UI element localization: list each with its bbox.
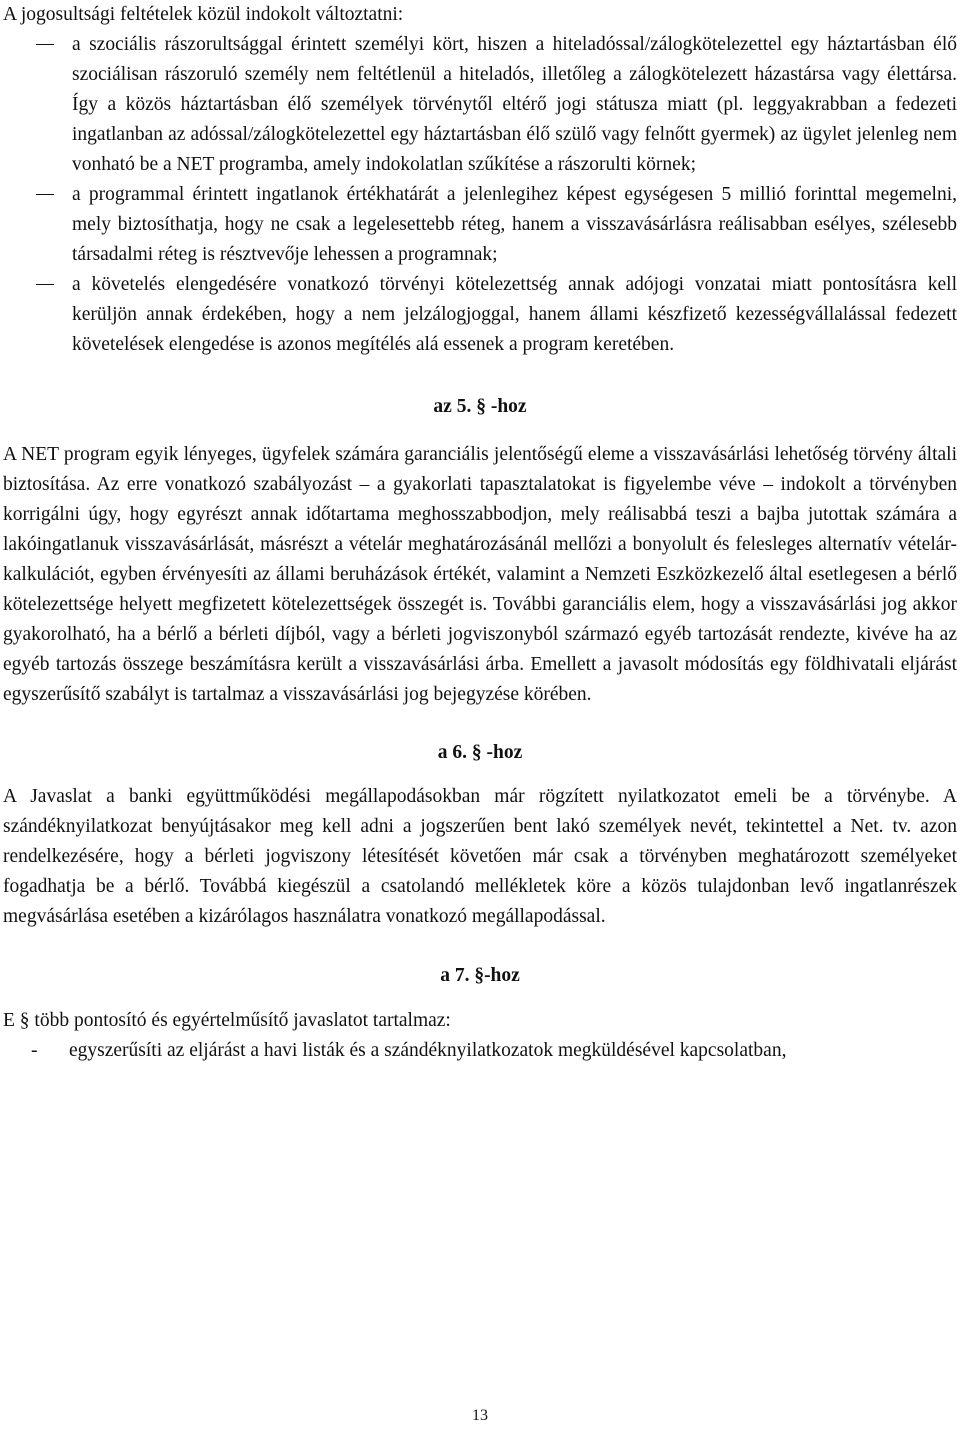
section-heading-5: az 5. § -hoz [433,396,527,417]
list-item-text: a követelés elengedésére vonatkozó törvényi kötelezettség annak adójogi vonzatai miatt pontosításra kell kerüljön annak érdekében, hogy a nem jelzálogjoggal, hanem állami készfizető kezességvállalással fedezett követelések elengedése is azonos megítélés alá essenek a program keretében. [72,274,957,355]
section-paragraph-5: A NET program egyik lényeges, ügyfelek számára garanciális jelentőségű eleme a visszavásárlási lehetőség törvény általi biztosítása. Az erre vonatkozó szabályozást – a gyakorlati tapasztalatokat is figyelembe véve – indokolt a törvényben korrigálni úgy, hogy egyrészt annak időtartama meghosszabbodjon, mely reálisabbá teszi a bajba jutottak számára a lakóingatlanuk visszavásárlását, másrészt a vételár meghatározásánál mellőzi a bonyolult és felesleges alternatív vételár-kalkulációt, egyben érvényesíti az állami beruházások értékét, valamint a Nemzeti Eszközkezelő által esetlegesen a bérlő kötelezettsége helyett megfizetett kötelezettségek összegét is. További garanciális elem, hogy a visszavásárlási jog akkor gyakorolható, ha a bérlő a bérleti díjból, vagy a bérleti jogviszonyból származó egyéb tartozását rendezte, kivéve ha az egyéb tartozás összege beszámításra került a visszavásárlási árba. Emellett a javasolt módosítás egy földhivatali eljárást egyszerűsítő szabályt is tartalmaz a visszavásárlási jog bejegyzése körében. [3,444,957,705]
dash-bullet-icon [36,284,54,285]
clarifications-list [3,1036,957,1066]
section-heading-6: a 6. § -hoz [437,742,523,763]
list-item-text: a programmal érintett ingatlanok értékhatárát a jelenlegihez képest egységesen 5 millió forinttal megemelni, mely biztosíthatja, hogy ne csak a legelesettebb réteg, hanem a visszavásárlásra reálisabban esélyes, szélesebb társadalmi réteg is résztvevője lehessen a programnak; [72,184,957,265]
intro-paragraph: A jogosultsági feltételek közül indokolt változtatni: [3,4,404,25]
list-item [3,270,957,360]
list-item-text: egyszerűsíti az eljárást a havi listák és a szándéknyilatkozatok megküldésével kapcsolatban, [69,1040,787,1061]
section-paragraph-7: E § több pontosító és egyértelműsítő javaslatot tartalmaz: [3,1010,451,1031]
hyphen-bullet: - [31,1040,38,1061]
list-item [3,30,957,180]
list-item [3,180,957,270]
list-item-text: a szociális rászorultsággal érintett személyi kört, hiszen a hiteladóssal/zálogkötelezettel egy háztartásban élő szociálisan rászoruló személy nem feltétlenül a hiteladós, illetőleg a zálogkötelezett házastársa vagy élettársa. Így a közös háztartásban élő személyek törvénytől eltérő jogi státusza miatt (pl. leggyakrabban a fedezeti ingatlanban az adóssal/zálogkötelezettel egy háztartásban élő szülő vagy felnőtt gyermek) az ügylet jelenleg nem vonható be a NET programba, amely indokolatlan szűkítése a rászorulti körnek; [72,34,957,175]
document-page [3,0,957,1066]
page-number: 13 [472,1407,488,1424]
section-paragraph-6: A Javaslat a banki együttműködési megállapodásokban már rögzített nyilatkozatot emeli be a törvénybe. A szándéknyilatkozat benyújtásakor meg kell adni a jogszerűen bent lakó személyek nevét, tekintettel a Net. tv. azon rendelkezésére, hogy a bérleti jogviszony létesítését követően már csak a törvényben meghatározott személyeket fogadhatja be a bérlő. Továbbá kiegészül a csatolandó mellékletek köre a közös tulajdonban levő ingatlanrészek megvásárlása esetében a kizárólagos használatra vonatkozó megállapodással. [3,786,957,927]
dash-bullet-icon [36,44,54,45]
list-item [3,1036,957,1066]
dash-bullet-icon [36,194,54,195]
section-heading-7: a 7. §-hoz [440,965,520,986]
conditions-list [3,30,957,360]
